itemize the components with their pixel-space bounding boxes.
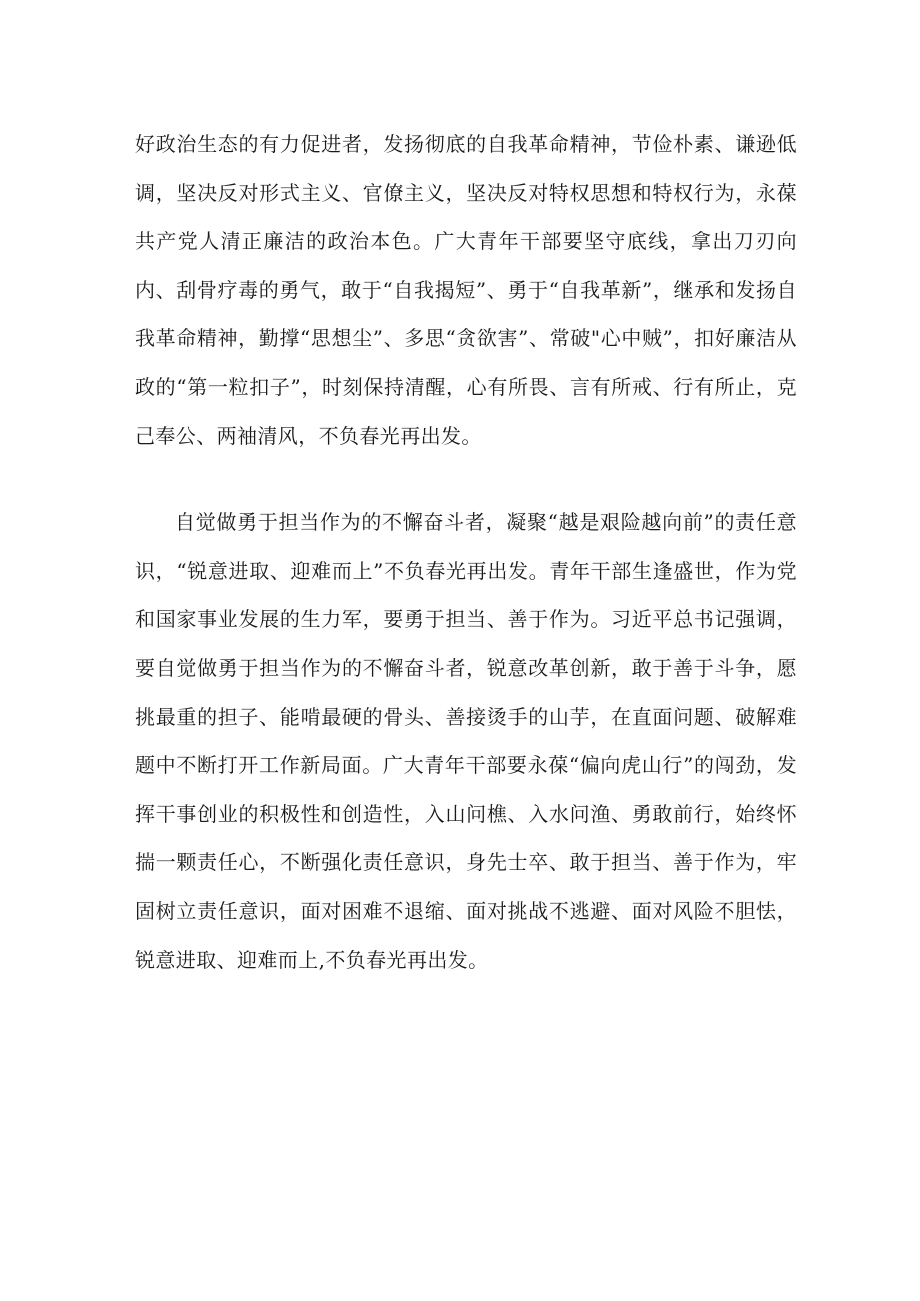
paragraph-responsibility: 自觉做勇于担当作为的不懈奋斗者，凝聚“越是艰险越向前”的责任意识，“锐意进取、迎难而上”不负春光再出发。青年干部生逢盛世，作为党和国家事业发展的生力军，要勇于担当、善于作为。习近平总书记强调，要自觉做勇于担当作为的不懈奋斗者，锐意改革创新，敢于善于斗争，愿挑最重的担子、能啃最硬的骨头、善接烫手的山芋，在直面问题、破解难题中不断打开工作新局面。广大青年干部要永葆“偏向虎山行”的闯劲，发挥干事创业的积极性和创造性，入山问樵、入水问渔、勇敢前行，始终怀揣一颗责任心，不断强化责任意识，身先士卒、敢于担当、善于作为，牢固树立责任意识，面对困难不退缩、面对挑战不逃避、面对风险不胆怯，锐意进取、迎难而上,不负春光再出发。 xyxy=(135,510,797,972)
document-body xyxy=(135,120,797,984)
paragraph-continuation: 好政治生态的有力促进者，发扬彻底的自我革命精神，节俭朴素、谦逊低调，坚决反对形式主义、官僚主义，坚决反对特权思想和特权行为，永葆共产党人清正廉洁的政治本色。广大青年干部要坚守底线，拿出刀刃向内、刮骨疗毒的勇气，敢于“自我揭短”、勇于“自我革新”，继承和发扬自我革命精神，勤撑“思想尘”、多思“贪欲害”、常破"心中贼”，扣好廉洁从政的“第一粒扣子”，时刻保持清醒，心有所畏、言有所戒、行有所止，克己奉公、两袖清风，不负春光再出发。 xyxy=(135,132,797,448)
